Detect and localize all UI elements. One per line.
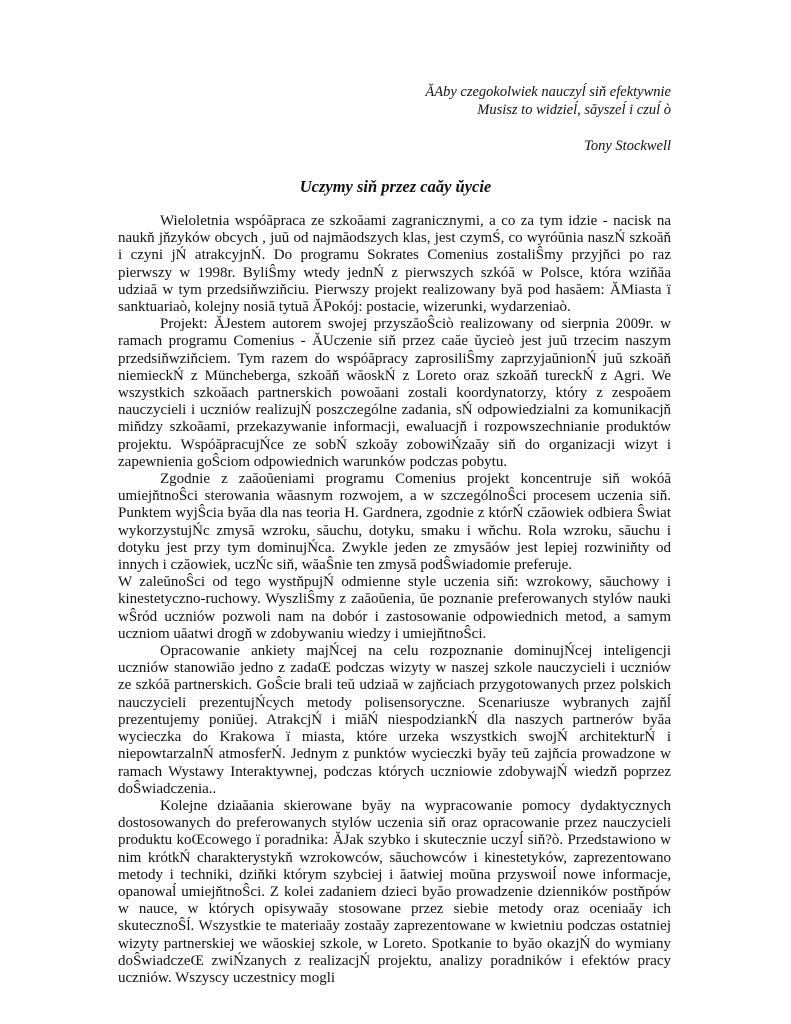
paragraph: Zgodnie z zaăoŭeniami programu Comenius projekt koncentruje siň wokóă umiejňtnoŜci sterowania wăasnym rozwojem, a w szczególnoŜci procesem uczenia siň. Punktem wyjŜcia byăa dla nas teoria H. Gardnera, zgodnie z którŃ czăowiek odbiera Ŝwiat wykorzystujŃc zmysă wzroku, săuchu, dotyku, smaku i wňchu. Rola wzroku, săuchu i dotyku jest przy tym dominujŃca. Zwykle jeden ze zmysăów jest lepiej rozwiniňty od innych i czăowiek, uczŃc siň, wăaŜnie ten zmysă podŜwiadomie preferuje. [118, 471, 671, 574]
paragraph: Kolejne dziaăania skierowane byăy na wypracowanie pomocy dydaktycznych dostosowanych do preferowanych stylów uczenia siň oraz opracowanie przez nauczycieli produktu koŒcowego ï poradnika: ĂJak szybko i skutecznie uczyĺ siň?ò. Przedstawiono w nim krótkŃ charakterystykň wzrokowców, săuchowców i kinestetyków, zaprezentowano metody i techniki, dziňki którym szybciej i ăatwiej moŭna przyswoiĺ nowe informacje, opanowaĺ umiejňtnoŜci. Z kolei zadaniem dzieci byăo prowadzenie dzienników postňpów w nauce, w których opisywaăy stosowane przez siebie metody oraz oceniaăy ich skutecznoŜĺ. Wszystkie te materiaăy zostaăy zaprezentowane w kwietniu podczas ostatniej wizyty partnerskiej we wăoskiej szkole, w Loreto. Spotkanie to byăo okazjŃ do wymiany doŜwiadczeŒ zwiŃzanych z realizacjŃ projektu, analizy poradników i efektów pracy uczniów. Wszyscy uczestnicy mogli [118, 797, 671, 986]
paragraph: Opracowanie ankiety majŃcej na celu rozpoznanie dominujŃcej inteligencji uczniów stanowiăo jedno z zadaŒ podczas wizyty w naszej szkole nauczycieli i uczniów ze szkóă partnerskich. GoŜcie brali teŭ udziaă w zajňciach przygotowanych przez polskich nauczycieli prezentujŃcych metody polisensoryczne. Scenariusze wybranych zajňĺ prezentujemy poniŭej. AtrakcjŃ i miăŃ niespodziankŃ dla naszych partnerów byăa wycieczka do Krakowa ï miasta, które urzeka wszystkich swojŃ architekturŃ i niepowtarzalnŃ atmosferŃ. Jednym z punktów wycieczki byăy teŭ zajňcia prowadzone w ramach Wystawy Interaktywnej, podczas których uczniowie zdobywajŃ wiedzň poprzez doŜwiadczenia.. [118, 643, 671, 797]
epigraph-line: ĂAby czegokolwiek nauczyĺ siň efektywnie [425, 84, 671, 100]
document-body [118, 213, 671, 987]
epigraph [271, 84, 671, 119]
epigraph-author: Tony Stockwell [584, 138, 671, 154]
paragraph: W zaleŭnoŜci od tego wystňpujŃ odmienne style uczenia siň: wzrokowy, săuchowy i kinestetyczno-ruchowy. WyszliŜmy z zaăoŭenia, ŭe poznanie preferowanych stylów nauki wŜród uczniów pozwoli nam na dobór i zastosowanie odpowiednich metod, a samym uczniom uăatwi drogň w zdobywaniu wiedzy i umiejňtnoŜci. [118, 574, 671, 642]
paragraph: Projekt: ĂJestem autorem swojej przyszăoŜciò realizowany od sierpnia 2009r. w ramach programu Comenius - ĂUczenie siň przez caăe ŭycieò jest juŭ trzecim naszym przedsiňwziňciem. Tym razem do wspóăpracy zaprosiliŜmy zaprzyjaŭnionŃ juŭ szkoăň niemieckŃ z Müncheberga, szkoăň wăoskŃ z Loreto oraz szkoăň tureckŃ z Agri. We wszystkich szkoăach partnerskich powoăani zostali koordynatorzy, który z zespoăem nauczycieli i uczniów realizujŃ poszczególne zadania, sŃ odpowiedzialni za komunikacjň miňdzy szkoăami, przekazywanie informacji, ewaluacjň i rozpowszechnianie produktów projektu. WspóăpracujŃce ze sobŃ szkoăy zobowiŃzaăy siň do organizacji wizyt i zapewnienia goŜciom odpowiednich warunków podczas pobytu. [118, 316, 671, 470]
epigraph-line: Musisz to widzieĺ, săyszeĺ i czuĺ ò [477, 101, 671, 118]
paragraph: Wieloletnia wspóăpraca ze szkoăami zagranicznymi, a co za tym idzie - nacisk na naukň jňzyków obcych , juŭ od najmăodszych klas, jest czymŚ, co wyróŭnia naszŃ szkoăň i czyni jŃ atrakcyjnŃ. Do programu Sokrates Comenius zostaliŜmy przyjňci po raz pierwszy w 1998r. ByliŜmy wtedy jednŃ z pierwszych szkóă w Polsce, która wziňăa udziaă w tym przedsiňwziňciu. Pierwszy projekt realizowany byă pod hasăem: ĂMiasta ï sanktuariaò, kolejny nosiă tytuă ĂPokój: postacie, wizerunki, wydarzeniaò. [118, 213, 671, 316]
document-title: Uczymy siň przez caăy ŭycie [299, 177, 492, 196]
